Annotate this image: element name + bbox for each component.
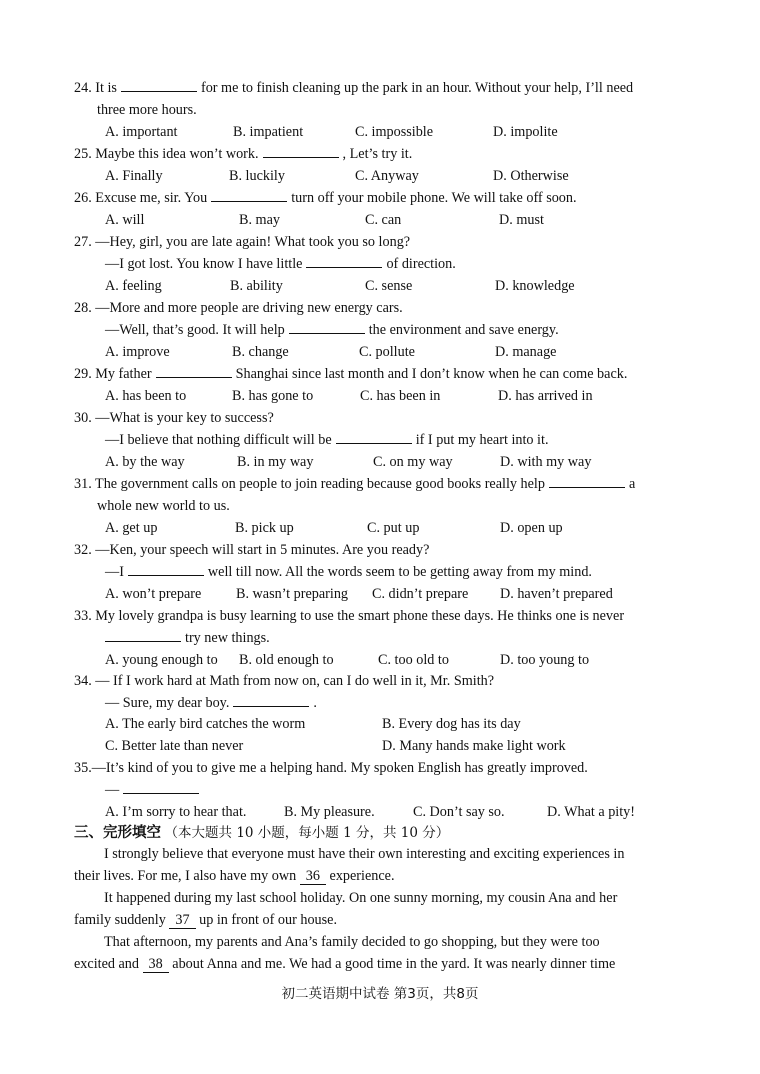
- question-31-cont: whole new world to us.: [97, 498, 230, 514]
- option-d: D. with my way: [500, 454, 592, 470]
- answer-blank: [156, 364, 232, 378]
- section-heading: [74, 823, 449, 843]
- question-25: 25. Maybe this idea won’t work. , Let’s try it.: [74, 146, 413, 162]
- question-33: 33. My lovely grandpa is busy learning to use the smart phone these days. He thinks one is never: [74, 608, 625, 624]
- passage-paragraph-1: I strongly believe that everyone must have their own interesting and exciting experiences in their lives. For me, I also have my own 36 experience.: [74, 846, 625, 884]
- option-a: A. feeling: [105, 278, 162, 294]
- option-d: D. has arrived in: [498, 388, 593, 404]
- option-a: A. I’m sorry to hear that.: [105, 804, 247, 820]
- option-a: A. by the way: [105, 454, 185, 470]
- cloze-blank-37: 37: [169, 912, 195, 929]
- option-c: C. too old to: [378, 652, 449, 668]
- answer-blank: [233, 693, 309, 707]
- option-b: B. luckily: [229, 168, 285, 184]
- option-c: C. pollute: [359, 344, 415, 360]
- answer-blank: [123, 780, 199, 794]
- option-c: C. on my way: [373, 454, 453, 470]
- answer-blank: [128, 562, 204, 576]
- option-d: D. manage: [495, 344, 557, 360]
- option-a: A. has been to: [105, 388, 187, 404]
- question-27-reply: —I got lost. You know I have little of direction.: [105, 256, 456, 272]
- option-b: B. has gone to: [232, 388, 314, 404]
- option-b: B. wasn’t preparing: [236, 586, 349, 602]
- option-c: C. didn’t prepare: [372, 586, 469, 602]
- question-30-reply: —I believe that nothing difficult will be if I put my heart into it.: [105, 432, 549, 448]
- option-a: A. young enough to: [105, 652, 218, 668]
- option-c: C. Anyway: [355, 168, 419, 184]
- question-26: 26. Excuse me, sir. You turn off your mobile phone. We will take off soon.: [74, 190, 577, 206]
- answer-blank: [289, 320, 365, 334]
- option-d: D. What a pity!: [547, 804, 635, 820]
- passage-paragraph-2: It happened during my last school holiday. On one sunny morning, my cousin Ana and her family suddenly 37 up in front of our house.: [74, 890, 618, 928]
- option-c: C. impossible: [355, 124, 434, 140]
- answer-blank: [105, 628, 181, 642]
- section-note: （本大题共 10 小题，每小题 1 分，共 10 分）: [164, 825, 450, 841]
- question-34-reply: — Sure, my dear boy. .: [105, 695, 317, 711]
- question-31: 31. The government calls on people to join reading because good books really help a: [74, 476, 636, 492]
- option-c: C. has been in: [360, 388, 441, 404]
- passage-paragraph-3: That afternoon, my parents and Ana’s family decided to go shopping, but they were too excited and 38 about Anna and me. We had a good time in the yard. It was nearly dinner time: [74, 934, 616, 972]
- option-b: B. change: [232, 344, 289, 360]
- question-24: 24. It is for me to finish cleaning up the park in an hour. Without your help, I’ll need: [74, 80, 634, 96]
- option-c: C. can: [365, 212, 402, 228]
- option-c: C. sense: [365, 278, 413, 294]
- option-a: A. important: [105, 124, 178, 140]
- question-28-reply: —Well, that’s good. It will help the environment and save energy.: [105, 322, 559, 338]
- answer-blank: [549, 474, 625, 488]
- question-34: 34. — If I work hard at Math from now on, can I do well in it, Mr. Smith?: [74, 673, 495, 689]
- option-a: A. get up: [105, 520, 158, 536]
- answer-blank: [263, 144, 339, 158]
- option-b: B. in my way: [237, 454, 314, 470]
- answer-blank: [211, 188, 287, 202]
- option-b: B. Every dog has its day: [382, 716, 521, 732]
- option-a: A. will: [105, 212, 145, 228]
- option-d: D. must: [499, 212, 544, 228]
- question-29: 29. My father Shanghai since last month and I don’t know when he can come back.: [74, 366, 628, 382]
- option-b: B. pick up: [235, 520, 294, 536]
- page-footer: 初二英语期中试卷 第3页，共8页: [281, 986, 479, 1002]
- option-a: A. The early bird catches the worm: [105, 716, 306, 732]
- cloze-blank-38: 38: [143, 956, 169, 973]
- question-33-cont: try new things.: [101, 628, 270, 648]
- section-title: 三、完形填空: [74, 825, 161, 841]
- option-d: D. Otherwise: [493, 168, 569, 184]
- question-28: 28. —More and more people are driving new energy cars.: [74, 300, 403, 316]
- option-b: B. ability: [230, 278, 283, 294]
- question-24-cont: three more hours.: [97, 102, 197, 118]
- option-b: B. old enough to: [239, 652, 334, 668]
- option-d: D. knowledge: [495, 278, 575, 294]
- option-a: A. improve: [105, 344, 170, 360]
- question-35: 35.—It’s kind of you to give me a helping hand. My spoken English has greatly improved.: [74, 760, 588, 776]
- option-c: C. Better late than never: [105, 738, 244, 754]
- answer-blank: [306, 254, 382, 268]
- option-c: C. put up: [367, 520, 420, 536]
- cloze-blank-36: 36: [300, 868, 326, 885]
- option-d: D. haven’t prepared: [500, 586, 613, 602]
- question-32-reply: —I well till now. All the words seem to be getting away from my mind.: [105, 564, 592, 580]
- option-c: C. Don’t say so.: [413, 804, 505, 820]
- option-a: A. Finally: [105, 168, 163, 184]
- option-b: B. impatient: [233, 124, 304, 140]
- option-d: D. open up: [500, 520, 563, 536]
- answer-blank: [121, 78, 197, 92]
- option-a: A. won’t prepare: [105, 586, 202, 602]
- option-d: D. too young to: [500, 652, 590, 668]
- question-30: 30. —What is your key to success?: [74, 410, 274, 426]
- option-d: D. Many hands make light work: [382, 738, 566, 754]
- option-b: B. may: [239, 212, 280, 228]
- question-27: 27. —Hey, girl, you are late again! What took you so long?: [74, 234, 411, 250]
- option-d: D. impolite: [493, 124, 558, 140]
- question-32: 32. —Ken, your speech will start in 5 minutes. Are you ready?: [74, 542, 430, 558]
- answer-blank: [336, 430, 412, 444]
- option-b: B. My pleasure.: [284, 804, 375, 820]
- question-35-reply: —: [105, 780, 203, 800]
